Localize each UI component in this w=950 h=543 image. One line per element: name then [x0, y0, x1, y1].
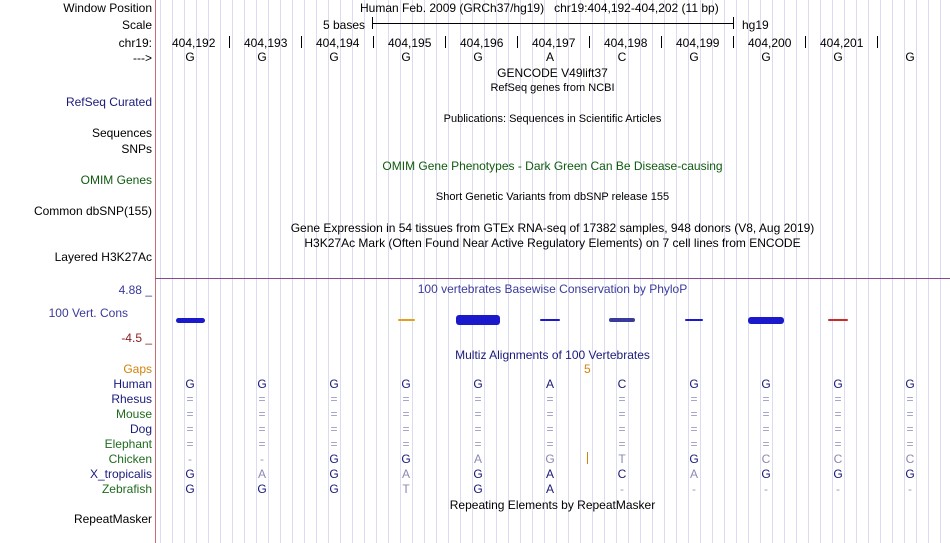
alignment-base: - — [620, 482, 624, 496]
gencode-title: GENCODE V49lift37 — [497, 66, 608, 80]
conservation-glyph — [176, 318, 205, 323]
chrom-position: 404,199 — [676, 36, 720, 50]
alignment-base: G — [185, 377, 195, 391]
alignment-base: = — [762, 407, 770, 421]
alignment-base: = — [906, 392, 914, 406]
chrom-position: 404,201 — [820, 36, 864, 50]
chrom-tick — [661, 36, 662, 48]
scale-assembly: hg19 — [742, 18, 769, 32]
alignment-base: = — [474, 407, 482, 421]
snps-label[interactable]: SNPs — [121, 142, 152, 156]
chrom-tick — [733, 36, 734, 48]
gaps-value: 5 — [584, 362, 591, 376]
conservation-glyph — [456, 315, 500, 325]
chrom-label: chr19: — [118, 36, 152, 50]
alignment-base: = — [258, 437, 266, 451]
alignment-base: G — [473, 467, 483, 481]
alignment-base: - — [836, 482, 840, 496]
alignment-base: = — [546, 407, 554, 421]
species-label-human[interactable]: Human — [113, 377, 152, 391]
alignment-base: C — [617, 467, 627, 481]
alignment-base: A — [545, 482, 554, 496]
refseq-title: RefSeq genes from NCBI — [490, 82, 615, 94]
alignment-base: = — [258, 422, 266, 436]
chrom-tick — [301, 36, 302, 48]
chrom-position: 404,195 — [388, 36, 432, 50]
alignment-base: = — [330, 407, 338, 421]
strand-base: G — [401, 50, 411, 64]
alignment-base: G — [545, 452, 555, 466]
h3k27ac-label[interactable]: Layered H3K27Ac — [54, 250, 152, 264]
conservation-glyph — [398, 319, 415, 321]
alignment-base: = — [906, 407, 914, 421]
alignment-base: G — [689, 377, 699, 391]
window-position-label: Window Position — [63, 1, 152, 15]
assembly-title[interactable] — [360, 1, 719, 15]
strand-base: G — [905, 50, 915, 64]
alignment-base: = — [690, 437, 698, 451]
alignment-base: = — [762, 422, 770, 436]
strand-base: G — [329, 50, 339, 64]
species-label-chicken[interactable]: Chicken — [108, 452, 152, 466]
alignment-base: = — [690, 392, 698, 406]
alignment-base: = — [474, 437, 482, 451]
alignment-base: = — [834, 392, 842, 406]
alignment-base: G — [329, 377, 339, 391]
alignment-base: = — [330, 392, 338, 406]
gap-marker — [587, 452, 588, 464]
alignment-base: = — [834, 407, 842, 421]
alignment-base: G — [761, 377, 771, 391]
alignment-base: = — [186, 407, 194, 421]
strand-base: G — [833, 50, 843, 64]
alignment-base: = — [546, 392, 554, 406]
phylop-min: -4.5 _ — [121, 331, 152, 345]
species-label-elephant[interactable]: Elephant — [104, 437, 152, 451]
alignment-base: G — [185, 482, 195, 496]
conservation-glyph — [609, 318, 635, 322]
strand-base: G — [761, 50, 771, 64]
conservation-glyph — [828, 319, 848, 321]
alignment-base: G — [401, 452, 411, 466]
alignment-base: = — [546, 422, 554, 436]
alignment-base: G — [257, 377, 267, 391]
alignment-base: A — [545, 377, 554, 391]
species-label-dog[interactable]: Dog — [129, 422, 152, 436]
repeatmasker-title: Repeating Elements by RepeatMasker — [449, 498, 656, 512]
phylop-title: 100 vertebrates Basewise Conservation by PhyloP — [417, 282, 688, 296]
conservation-glyph — [685, 319, 703, 321]
alignment-base: = — [618, 407, 626, 421]
refseq-label[interactable]: RefSeq Curated — [65, 95, 152, 109]
alignment-base: = — [330, 437, 338, 451]
assembly-name: Human Feb. 2009 (GRCh37/hg19) — [360, 1, 545, 15]
alignment-base: = — [834, 422, 842, 436]
alignment-base: - — [764, 482, 768, 496]
strand-base: A — [545, 50, 554, 64]
chrom-tick — [877, 36, 878, 48]
alignment-base: G — [473, 482, 483, 496]
alignment-base: - — [188, 452, 192, 466]
gaps-label[interactable]: Gaps — [123, 362, 152, 376]
alignment-base: = — [330, 422, 338, 436]
omim-label[interactable]: OMIM Genes — [80, 173, 152, 187]
conservation-glyph — [540, 319, 560, 321]
repeatmasker-label[interactable]: RepeatMasker — [73, 512, 152, 526]
alignment-base: C — [761, 452, 771, 466]
alignment-base: G — [761, 467, 771, 481]
alignment-base: = — [546, 437, 554, 451]
conservation-glyph — [748, 317, 784, 324]
alignment-base: G — [689, 452, 699, 466]
multiz-title: Multiz Alignments of 100 Vertebrates — [455, 348, 650, 362]
alignment-base: = — [474, 422, 482, 436]
alignment-base: = — [402, 407, 410, 421]
alignment-base: G — [257, 482, 267, 496]
species-label-x_tropicalis[interactable]: X_tropicalis — [89, 467, 152, 481]
scale-bar-right — [733, 17, 734, 29]
chrom-position: 404,200 — [748, 36, 792, 50]
window-coords: chr19:404,192-404,202 (11 bp) — [554, 1, 719, 15]
alignment-base: A — [257, 467, 266, 481]
chrom-tick — [805, 36, 806, 48]
gtex-title: Gene Expression in 54 tissues from GTEx RNA-seq of 17382 samples, 948 donors (V8, Aug 2019) — [290, 221, 815, 235]
alignment-base: G — [329, 482, 339, 496]
alignment-base: = — [906, 437, 914, 451]
alignment-base: - — [908, 482, 912, 496]
chrom-position: 404,192 — [172, 36, 216, 50]
chrom-position: 404,197 — [532, 36, 576, 50]
omim-title: OMIM Gene Phenotypes - Dark Green Can Be Disease-causing — [382, 159, 723, 173]
chrom-tick — [517, 36, 518, 48]
alignment-base: C — [833, 452, 843, 466]
chrom-tick — [445, 36, 446, 48]
alignment-base: G — [905, 467, 915, 481]
alignment-base: = — [690, 422, 698, 436]
chrom-tick — [229, 36, 230, 48]
alignment-base: = — [618, 437, 626, 451]
scale-label: Scale — [121, 18, 152, 32]
strand-base: G — [185, 50, 195, 64]
alignment-base: = — [402, 422, 410, 436]
alignment-base: G — [329, 467, 339, 481]
chrom-position: 404,196 — [460, 36, 504, 50]
alignment-base: = — [906, 422, 914, 436]
strand-base: C — [617, 50, 627, 64]
alignment-base: A — [401, 467, 410, 481]
phylop-max: 4.88 _ — [118, 283, 152, 297]
h3k27ac-title: H3K27Ac Mark (Often Found Near Active Regulatory Elements) on 7 cell lines from ENCODE — [304, 236, 801, 250]
chrom-position: 404,193 — [244, 36, 288, 50]
alignment-base: G — [185, 467, 195, 481]
species-label-rhesus[interactable]: Rhesus — [111, 392, 152, 406]
alignment-base: G — [833, 377, 843, 391]
alignment-base: = — [186, 437, 194, 451]
alignment-base: = — [186, 422, 194, 436]
alignment-base: C — [617, 377, 627, 391]
alignment-base: - — [692, 482, 696, 496]
alignment-base: - — [260, 452, 264, 466]
publications-label[interactable]: Sequences — [91, 126, 152, 140]
alignment-base: = — [690, 407, 698, 421]
chrom-position: 404,198 — [604, 36, 648, 50]
alignment-base: = — [834, 437, 842, 451]
track-divider — [155, 278, 950, 279]
alignment-base: C — [905, 452, 915, 466]
alignment-base: = — [474, 392, 482, 406]
species-label-mouse[interactable]: Mouse — [115, 407, 152, 421]
alignment-base: = — [186, 392, 194, 406]
alignment-base: T — [402, 482, 410, 496]
alignment-base: G — [329, 452, 339, 466]
alignment-base: A — [689, 467, 698, 481]
strand-base: G — [689, 50, 699, 64]
chrom-tick — [373, 36, 374, 48]
dbsnp-label[interactable]: Common dbSNP(155) — [33, 204, 152, 218]
alignment-base: = — [762, 392, 770, 406]
alignment-base: G — [833, 467, 843, 481]
alignment-base: G — [905, 377, 915, 391]
strand-base: G — [257, 50, 267, 64]
publications-title: Publications: Sequences in Scientific Articles — [443, 113, 662, 125]
alignment-base: = — [258, 392, 266, 406]
strand-base: G — [473, 50, 483, 64]
chrom-tick — [589, 36, 590, 48]
dbsnp-title: Short Genetic Variants from dbSNP release 155 — [435, 191, 670, 203]
alignment-base: = — [618, 392, 626, 406]
species-label-zebrafish[interactable]: Zebrafish — [101, 482, 152, 496]
alignment-base: = — [762, 437, 770, 451]
alignment-base: A — [545, 467, 554, 481]
alignment-base: G — [401, 377, 411, 391]
alignment-base: = — [618, 422, 626, 436]
scale-value: 5 bases — [323, 18, 366, 32]
alignment-base: T — [618, 452, 626, 466]
strand-label[interactable]: ---> — [133, 51, 152, 65]
scale-bar — [372, 23, 733, 24]
alignment-base: = — [402, 437, 410, 451]
alignment-base: A — [473, 452, 482, 466]
phylop-label[interactable]: 100 Vert. Cons — [48, 306, 128, 320]
chrom-position: 404,194 — [316, 36, 360, 50]
alignment-base: = — [402, 392, 410, 406]
alignment-base: = — [258, 407, 266, 421]
alignment-base: G — [473, 377, 483, 391]
